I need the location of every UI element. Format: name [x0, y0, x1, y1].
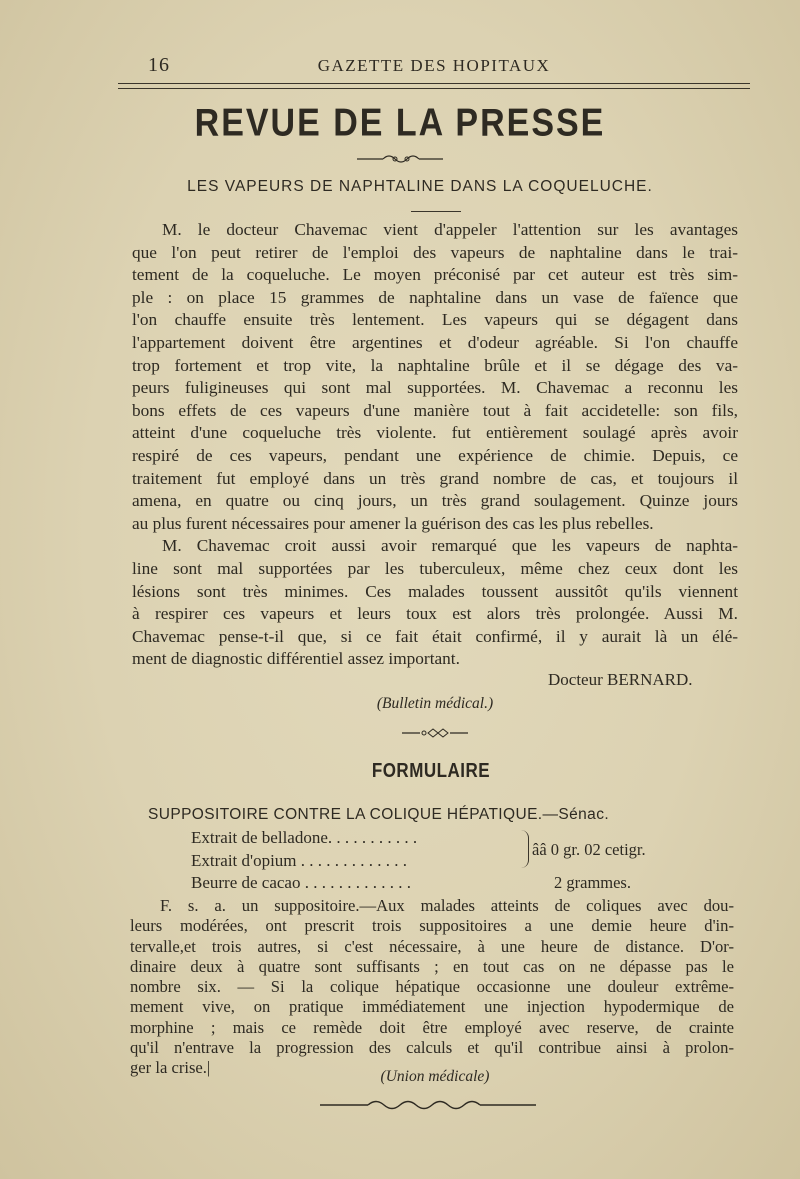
text-line: amena, en quatre ou cinq jours, un très grand soulagement. Quinze jours — [132, 491, 738, 511]
recipe-body — [130, 896, 734, 1079]
signature: Docteur BERNARD. — [548, 670, 693, 689]
dose-brace — [518, 830, 529, 868]
text-line: ger la crise.| — [130, 1058, 211, 1078]
text-line: l'appartement doivent être argentines et d'odeur agréable. Si l'on chauffe — [132, 332, 738, 352]
text-line: morphine ; mais ce remède doit être employé avec reserve, de crainte — [130, 1017, 734, 1037]
text-line: trop fortement et trop vite, la naphtaline brûle et il se dégage des va- — [132, 355, 738, 375]
text-line: que l'on peut retirer de l'emploi des vapeurs de naphtaline dans le trai- — [132, 242, 738, 262]
dose-shared: ââ 0 gr. 02 cetigr. — [532, 840, 646, 859]
text-line: line sont mal supportées par les tuberculeux, même chez ceux dont les — [132, 558, 738, 578]
article-title: LES VAPEURS DE NAPHTALINE DANS LA COQUELUCHE. — [187, 178, 653, 195]
text-line: M. Chavemac croit aussi avoir remarqué que les vapeurs de naphta- — [162, 536, 738, 556]
text-line: atteint d'une coqueluche très violente. fut entièrement soulagé après avoir — [132, 423, 738, 443]
text-line: M. le docteur Chavemac vient d'appeler l'attention sur les avantages — [162, 220, 738, 239]
ornament-divider-3 — [28, 1098, 800, 1117]
text-line: tervalle,et trois autres, si c'est nécessaire, à une heure de distance. D'or- — [130, 936, 734, 956]
page-header — [118, 54, 750, 82]
text-line: lésions sont très minimes. Ces malades toussent aussitôt qu'ils viennent — [132, 581, 738, 601]
recipe-heading: SUPPOSITOIRE CONTRE LA COLIQUE HÉPATIQUE.—Sénac. — [148, 806, 610, 823]
article-body — [132, 219, 738, 671]
text-line: à respirer ces vapeurs et leurs toux est alors très prolongée. Aussi M. — [132, 604, 738, 624]
text-line: ple : on place 15 grammes de naphtaline dans un vase de faïence que — [132, 287, 738, 307]
text-line: respiré de ces vapeurs, pendant une expérience de chimie. Depuis, ce — [132, 445, 738, 465]
dose-cacao: 2 grammes. — [554, 873, 631, 892]
section-title: REVUE DE LA PRESSE — [194, 101, 606, 145]
ingredient-opium: Extrait d'opium . . . . . . . . . . . . . — [191, 851, 408, 870]
text-line: l'on chauffe ensuite très lentement. Les vapeurs qui se dégagent dans — [132, 310, 738, 330]
text-line: tement de la coqueluche. Le moyen préconisé par cet auteur est très sim- — [132, 265, 738, 285]
page-number: 16 — [148, 54, 170, 76]
source-citation: (Bulletin médical.) — [376, 695, 494, 712]
header-rule — [118, 83, 750, 89]
text-line: F. s. a. un suppositoire.—Aux malades atteints de coliques avec dou- — [160, 896, 734, 915]
text-line: traitement fut employé dans un très grand nombre de cas, et toujours il — [132, 468, 738, 488]
journal-title: GAZETTE DES HOPITAUX — [317, 56, 551, 75]
ingredient-belladone: Extrait de belladone. . . . . . . . . . . — [191, 828, 418, 847]
text-line: peurs fuligineuses qui sont mal supportées. M. Chavemac a reconnu les — [132, 378, 738, 398]
text-line: Chavemac pense-t-il que, si ce fait était confirmé, il y aurait là un élé- — [132, 626, 738, 646]
text-line: nombre six. — Si la colique hépatique occasionne une douleur extrême- — [130, 977, 734, 997]
recipe-source: (Union médicale) — [380, 1068, 490, 1085]
text-line: leurs modérées, ont prescrit trois suppositoires a une demie heure d'in- — [130, 916, 734, 936]
text-line: au plus furent nécessaires pour amener la guérison des cas les plus rebelles. — [132, 513, 654, 533]
text-line: bons effets de ces vapeurs d'une manière tout à fait accidetelle: son fils, — [132, 400, 738, 420]
title-rule — [411, 211, 461, 212]
text-line: qu'il n'entrave la progression des calculs et qu'il contribue ainsi à prolon- — [130, 1038, 734, 1058]
ingredient-cacao: Beurre de cacao . . . . . . . . . . . . . — [191, 873, 411, 892]
text-line: dinaire deux à quatre sont suffisants ; en tout cas on ne dépasse pas le — [130, 956, 734, 976]
ornament-divider-2 — [35, 726, 800, 744]
text-line: mement vive, on pratique immédiatement une injection hypodermique de — [130, 997, 734, 1017]
formulaire-title: FORMULAIRE — [371, 759, 491, 782]
text-line: ment de diagnostic différentiel assez important. — [132, 649, 460, 669]
ornament-divider-1 — [0, 152, 800, 170]
